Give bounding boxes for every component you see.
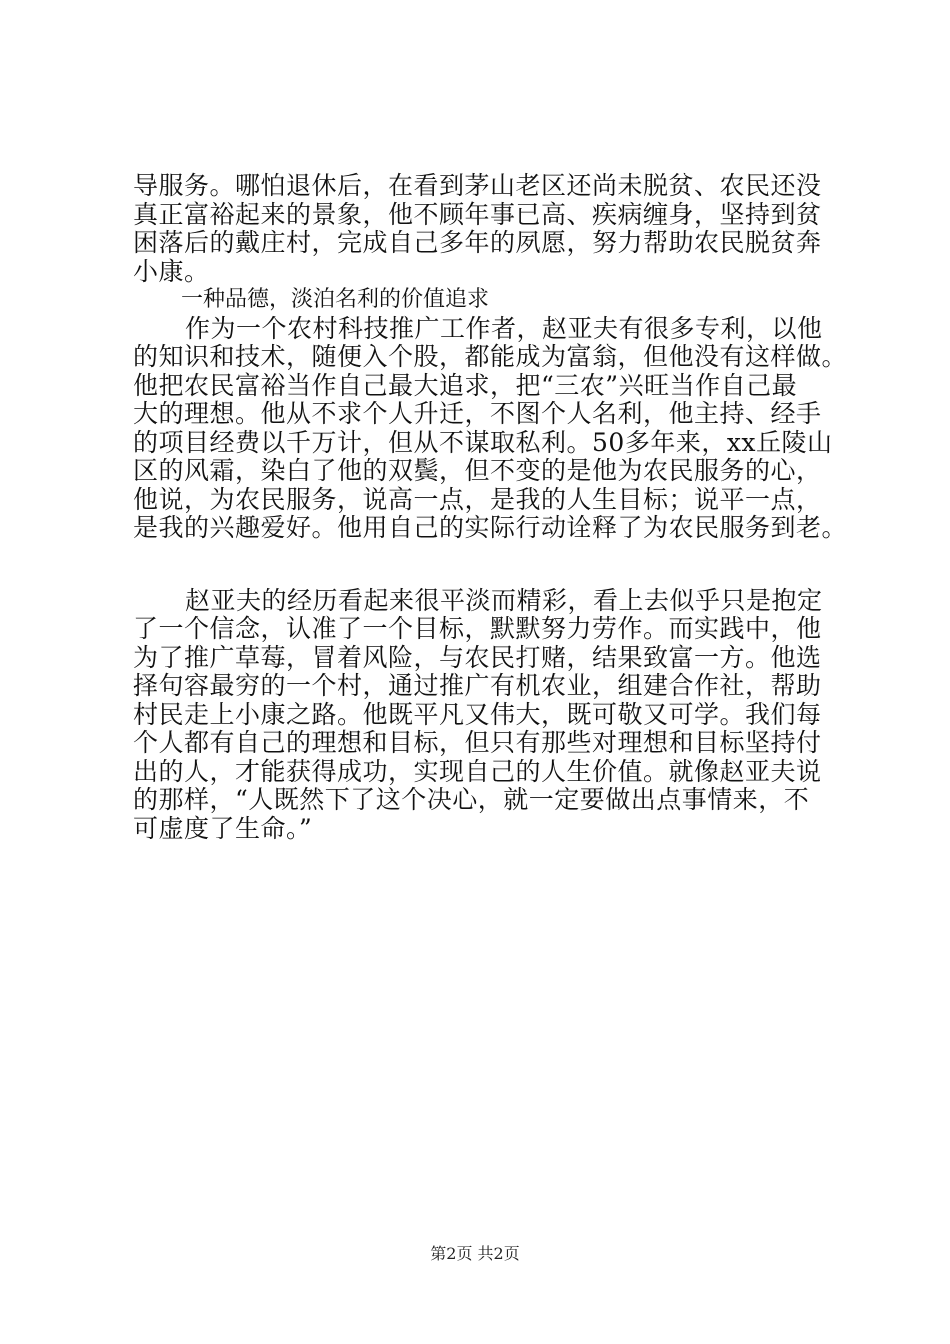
text-line: 的知识和技术，随便入个股，都能成为富翁，但他没有这样做。 [133,342,848,371]
text-line: 真正富裕起来的景象，他不顾年事已高、疾病缠身，坚持到贫 [133,199,822,229]
text-line: 区的风霜，染白了他的双鬓，但不变的是他为农民服务的心， [133,456,822,485]
text-line: 赵亚夫的经历看起来很平淡而精彩，看上去似乎只是抱定 [185,585,823,615]
text-line: 导服务。哪怕退休后，在看到茅山老区还尚未脱贫、农民还没 [133,171,822,200]
paragraph-continuation [133,172,849,286]
text-line: 出的人，才能获得成功，实现自己的人生价值。就像赵亚夫说 [133,756,822,786]
paragraph-virtue [133,315,849,543]
text-line: 择句容最穷的一个村，通过推广有机农业，组建合作社，帮助 [133,671,822,700]
text-line: 大的理想。他从不求个人升迁，不图个人名利，他主持、经手 [133,399,822,428]
text-line: 他把农民富裕当作自己最大追求，把“三农”兴旺当作自己最 [133,370,798,400]
paragraph-conclusion [133,587,849,844]
text-line: 他说，为农民服务，说高一点，是我的人生目标；说平一点， [133,484,822,514]
paragraph-spacer [133,543,849,587]
document-body [133,172,849,843]
section-heading: 一种品德，淡泊名利的价值追求 [181,287,490,312]
text-line: 是我的兴趣爱好。他用自己的实际行动诠释了为农民服务到老。 [133,513,848,542]
text-line: 为了推广草莓，冒着风险，与农民打赌，结果致富一方。他选 [133,642,822,672]
text-line: 可虚度了生命。” [133,813,313,843]
text-line: 个人都有自己的理想和目标，但只有那些对理想和目标坚持付 [133,728,822,757]
text-line: 小康。 [133,256,210,286]
text-line: 作为一个农村科技推广工作者，赵亚夫有很多专利，以他 [185,313,823,343]
text-line: 村民走上小康之路。他既平凡又伟大，既可敬又可学。我们每 [133,699,822,729]
text-line: 困落后的戴庄村，完成自己多年的夙愿，努力帮助农民脱贫奔 [133,228,822,257]
text-line: 了一个信念，认准了一个目标，默默努力劳作。而实践中，他 [133,614,822,643]
text-line: 的项目经费以千万计，但从不谋取私利。50多年来，xx丘陵山 [133,427,833,457]
text-line: 的那样，“人既然下了这个决心，就一定要做出点事情来，不 [133,785,810,814]
page-number-footer: 第2页 共2页 [430,1244,520,1263]
